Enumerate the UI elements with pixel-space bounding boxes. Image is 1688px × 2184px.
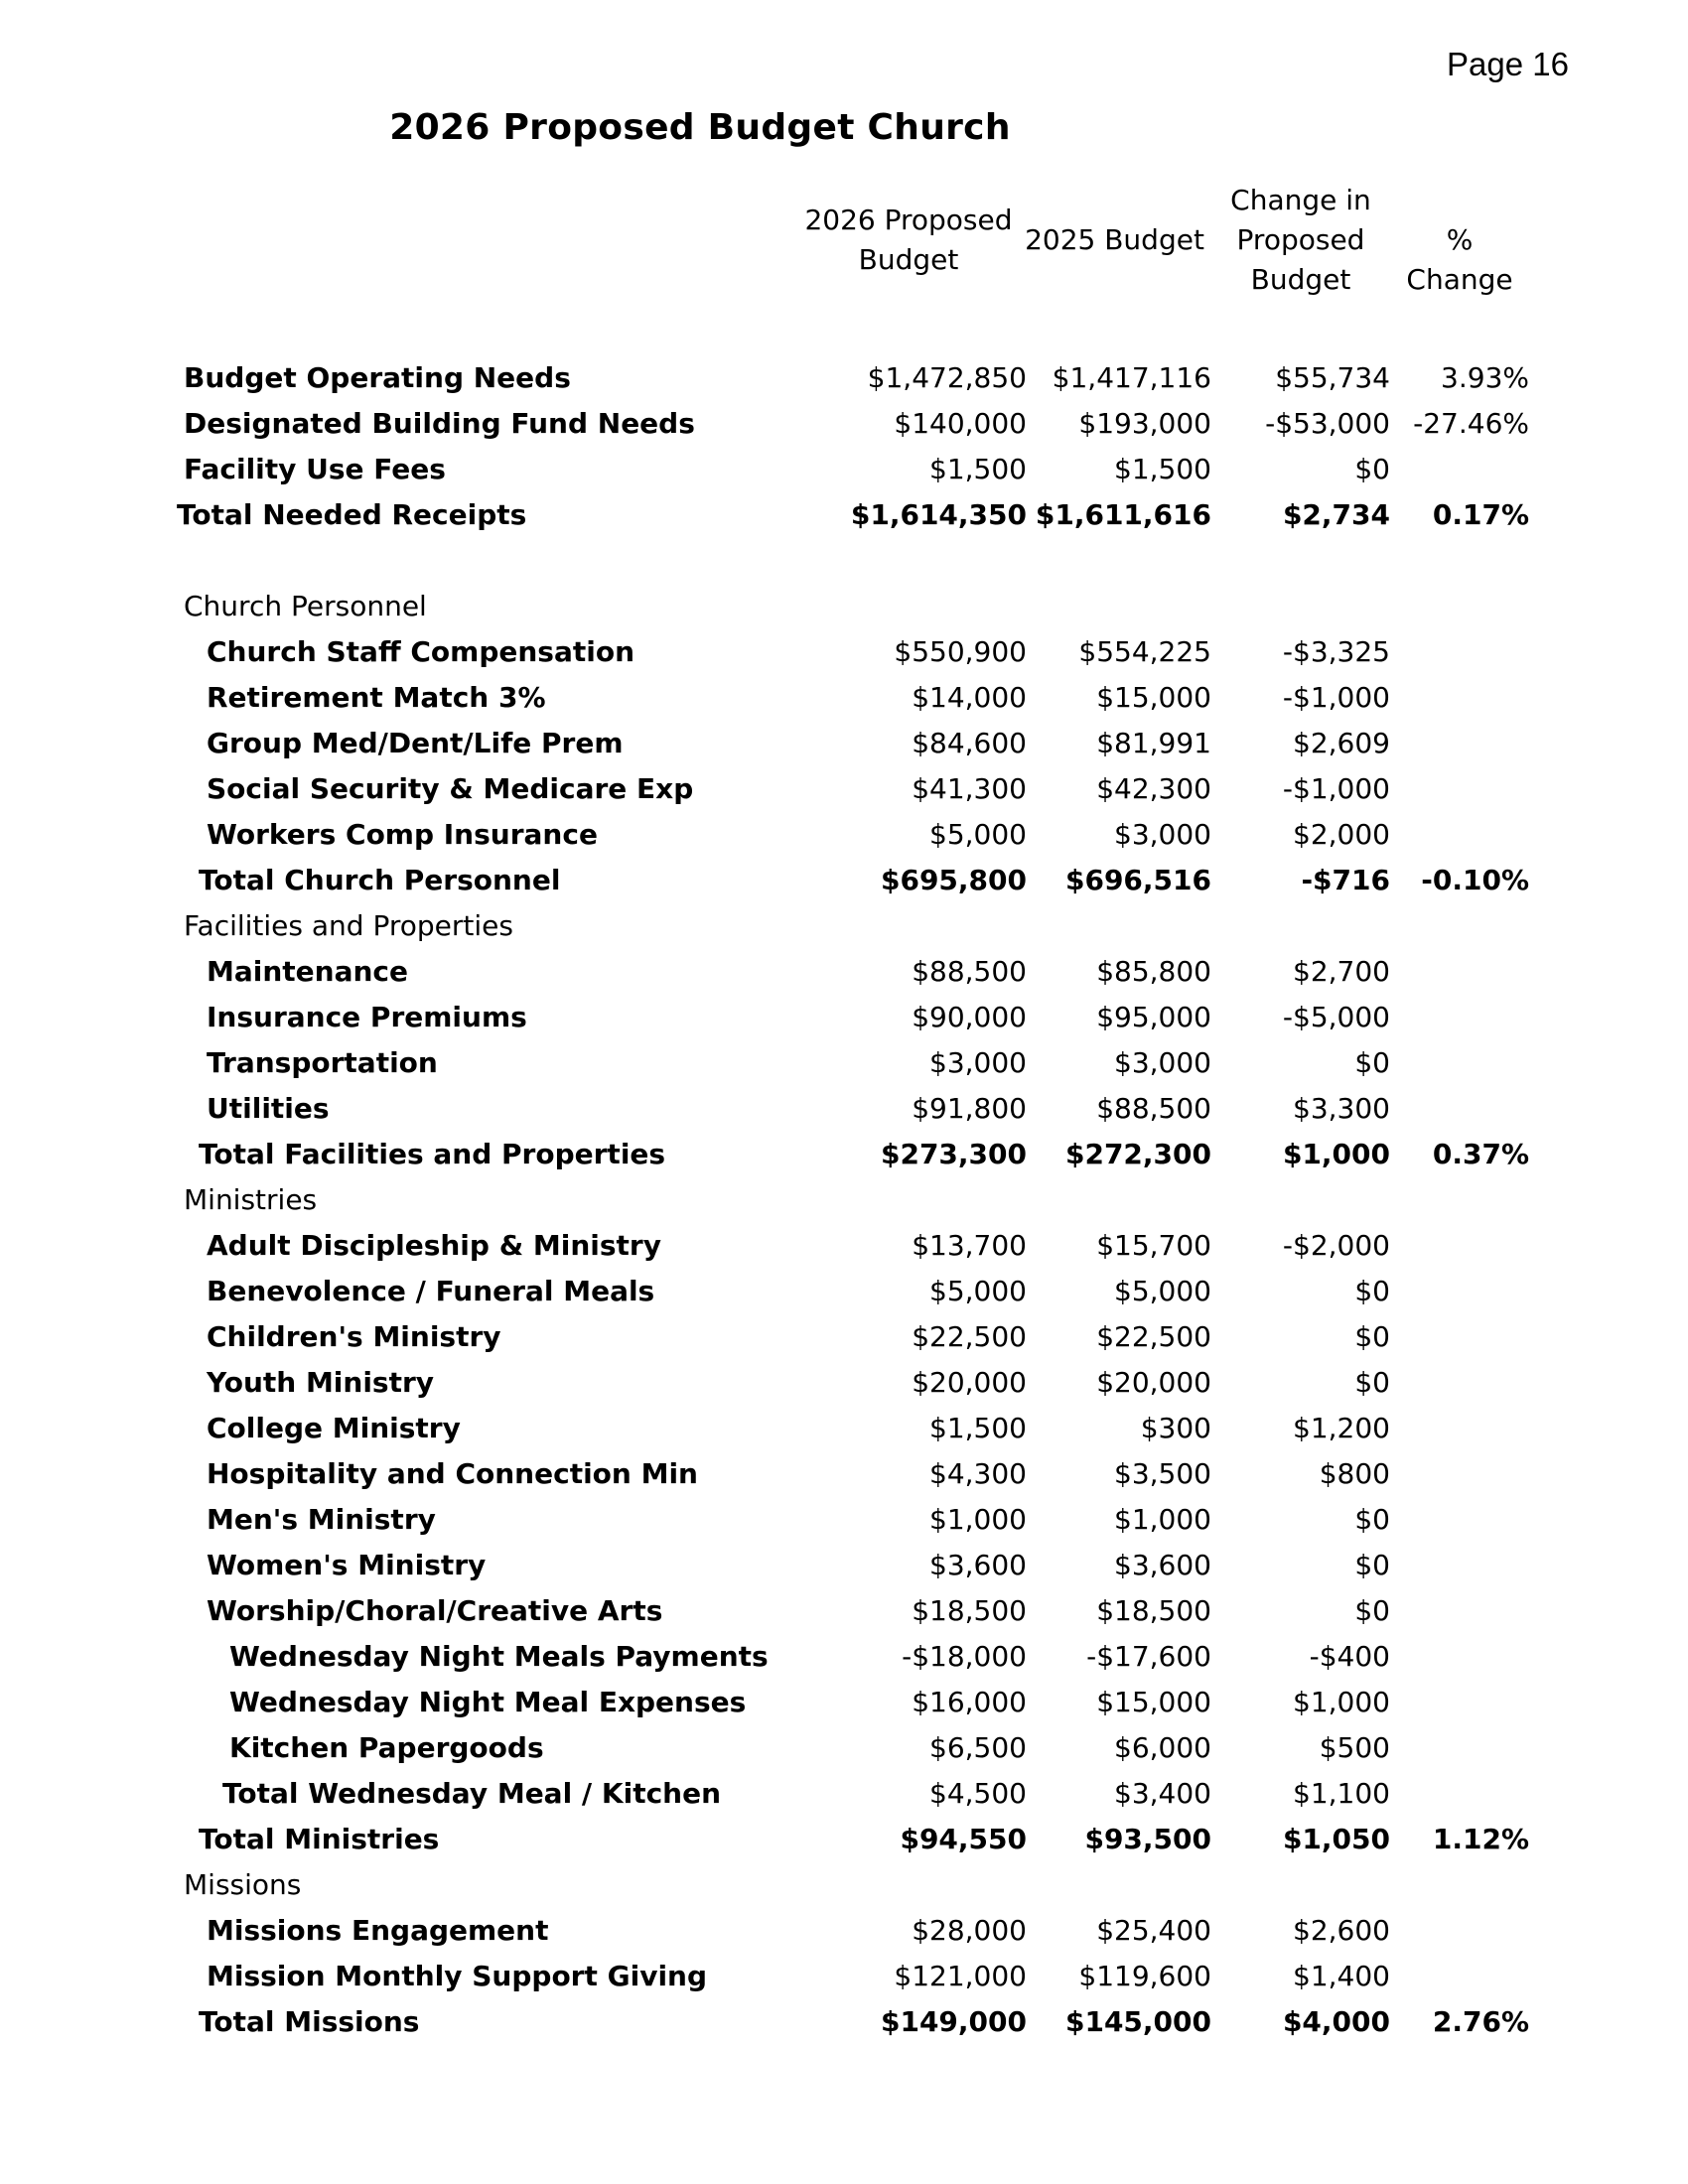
column-header-pct-change (1390, 220, 1529, 300)
cell-2025-budget: $554,225 (1078, 635, 1211, 668)
cell-change: $0 (1354, 1549, 1390, 1581)
table-row (0, 1314, 1688, 1360)
cell-2026-proposed: $28,000 (912, 1914, 1027, 1947)
cell-change: -$5,000 (1282, 1001, 1390, 1033)
cell-change: $0 (1354, 1320, 1390, 1353)
cell-change: $4,000 (1282, 2005, 1390, 2038)
section-header-ministries (0, 1177, 1688, 1223)
cell-change: $0 (1354, 1275, 1390, 1307)
cell-change: -$716 (1301, 864, 1390, 896)
row-label: Total Missions (199, 2005, 420, 2038)
cell-2025-budget: $3,000 (1114, 1046, 1211, 1079)
cell-change: -$1,000 (1282, 681, 1390, 714)
cell-2025-budget: $1,611,616 (1035, 498, 1211, 531)
cell-2025-budget: $15,000 (1096, 1686, 1211, 1718)
cell-2025-budget: -$17,600 (1086, 1640, 1211, 1673)
cell-change: -$400 (1309, 1640, 1390, 1673)
table-row (0, 1086, 1688, 1132)
cell-2026-proposed: $140,000 (894, 407, 1027, 440)
cell-change: $3,300 (1293, 1092, 1390, 1125)
cell-pct-change: 0.37% (1432, 1138, 1529, 1170)
row-label: Wednesday Night Meal Expenses (229, 1686, 747, 1718)
table-row (0, 1223, 1688, 1269)
row-label: Benevolence / Funeral Meals (207, 1275, 655, 1307)
table-row-total-needed-receipts (0, 492, 1688, 538)
cell-2026-proposed: $20,000 (912, 1366, 1027, 1399)
cell-change: $0 (1354, 1046, 1390, 1079)
table-row-designated-building-fund (0, 401, 1688, 447)
cell-2026-proposed: $4,500 (929, 1777, 1027, 1810)
page-title-text: 2026 Proposed Budget Church (389, 107, 1011, 148)
cell-2026-proposed: $1,500 (929, 453, 1027, 485)
table-row (0, 995, 1688, 1040)
section-header-church-personnel (0, 584, 1688, 629)
cell-2026-proposed: $18,500 (912, 1594, 1027, 1627)
table-row (0, 675, 1688, 721)
section-header-facilities (0, 903, 1688, 949)
table-row (0, 1497, 1688, 1543)
cell-change: -$2,000 (1282, 1229, 1390, 1262)
cell-change: -$1,000 (1282, 772, 1390, 805)
table-row (0, 1360, 1688, 1406)
cell-change: $1,200 (1293, 1412, 1390, 1444)
cell-2026-proposed: $41,300 (912, 772, 1027, 805)
row-label: Total Wednesday Meal / Kitchen (222, 1777, 722, 1810)
section-header-missions (0, 1862, 1688, 1908)
column-header-line: Change in (1230, 184, 1371, 216)
row-label: Men's Ministry (207, 1503, 436, 1536)
row-label: Total Ministries (199, 1823, 440, 1855)
table-row (0, 766, 1688, 812)
row-label: Retirement Match 3% (207, 681, 546, 714)
cell-pct-change: 1.12% (1432, 1823, 1529, 1855)
cell-2026-proposed: $4,300 (929, 1457, 1027, 1490)
row-label: Worship/Choral/Creative Arts (207, 1594, 663, 1627)
cell-2025-budget: $88,500 (1096, 1092, 1211, 1125)
table-row (0, 949, 1688, 995)
row-label: Church Staff Compensation (207, 635, 635, 668)
table-row (0, 1543, 1688, 1588)
row-label: Group Med/Dent/Life Prem (207, 727, 624, 759)
cell-change: $2,600 (1293, 1914, 1390, 1947)
table-row (0, 629, 1688, 675)
column-header-line: Proposed (1236, 223, 1365, 256)
cell-pct-change: 3.93% (1441, 361, 1529, 394)
row-label: Maintenance (207, 955, 409, 988)
cell-change: $2,000 (1293, 818, 1390, 851)
column-header-line: Budget (858, 243, 959, 276)
row-label: Missions Engagement (207, 1914, 549, 1947)
row-label: Utilities (207, 1092, 330, 1125)
cell-2025-budget: $3,400 (1114, 1777, 1211, 1810)
cell-2025-budget: $1,500 (1114, 453, 1211, 485)
row-label: Kitchen Papergoods (229, 1731, 544, 1764)
cell-change: $800 (1319, 1457, 1390, 1490)
cell-2026-proposed: $22,500 (912, 1320, 1027, 1353)
cell-2026-proposed: $1,614,350 (850, 498, 1027, 531)
cell-2025-budget: $1,417,116 (1052, 361, 1211, 394)
table-row (0, 721, 1688, 766)
cell-2025-budget: $95,000 (1096, 1001, 1211, 1033)
table-row (0, 1954, 1688, 1999)
cell-change: $2,609 (1293, 727, 1390, 759)
cell-2026-proposed: $1,000 (929, 1503, 1027, 1536)
row-label: Mission Monthly Support Giving (207, 1960, 708, 1992)
cell-2026-proposed: $695,800 (880, 864, 1027, 896)
cell-2025-budget: $25,400 (1096, 1914, 1211, 1947)
cell-change: $1,000 (1293, 1686, 1390, 1718)
cell-2025-budget: $300 (1140, 1412, 1211, 1444)
table-row-total-facilities (0, 1132, 1688, 1177)
cell-2026-proposed: $121,000 (894, 1960, 1027, 1992)
cell-2025-budget: $3,000 (1114, 818, 1211, 851)
table-row (0, 1040, 1688, 1086)
table-row (0, 1680, 1688, 1725)
row-label: Adult Discipleship & Ministry (207, 1229, 661, 1262)
page-title (0, 107, 1688, 148)
cell-2025-budget: $15,700 (1096, 1229, 1211, 1262)
table-row (0, 1406, 1688, 1451)
cell-2025-budget: $93,500 (1084, 1823, 1211, 1855)
cell-change: $0 (1354, 1594, 1390, 1627)
table-row (0, 1725, 1688, 1771)
cell-2025-budget: $42,300 (1096, 772, 1211, 805)
row-label: Facilities and Properties (184, 909, 513, 942)
row-label: Children's Ministry (207, 1320, 501, 1353)
cell-change: -$3,325 (1282, 635, 1390, 668)
page-number: Page 16 (1447, 46, 1569, 82)
column-header-2025-budget (1023, 220, 1206, 260)
cell-change: $2,734 (1282, 498, 1390, 531)
table-row-total-wednesday-meal (0, 1771, 1688, 1817)
cell-pct-change: 2.76% (1432, 2005, 1529, 2038)
cell-2025-budget: $119,600 (1078, 1960, 1211, 1992)
table-row-budget-operating-needs (0, 355, 1688, 401)
cell-2025-budget: $1,000 (1114, 1503, 1211, 1536)
cell-2026-proposed: $90,000 (912, 1001, 1027, 1033)
table-row (0, 812, 1688, 858)
cell-2025-budget: $696,516 (1064, 864, 1211, 896)
column-header-change (1206, 181, 1395, 300)
cell-2025-budget: $5,000 (1114, 1275, 1211, 1307)
cell-change: $1,000 (1282, 1138, 1390, 1170)
cell-2025-budget: $18,500 (1096, 1594, 1211, 1627)
cell-pct-change: 0.17% (1432, 498, 1529, 531)
cell-2026-proposed: $273,300 (880, 1138, 1027, 1170)
cell-2025-budget: $145,000 (1064, 2005, 1211, 2038)
table-row-total-church-personnel (0, 858, 1688, 903)
column-header-line: 2026 Proposed (804, 204, 1013, 236)
row-label: Church Personnel (184, 590, 427, 622)
row-label: Social Security & Medicare Exp (207, 772, 694, 805)
cell-change: -$53,000 (1265, 407, 1390, 440)
row-label: Transportation (207, 1046, 438, 1079)
cell-2025-budget: $20,000 (1096, 1366, 1211, 1399)
cell-change: $0 (1354, 453, 1390, 485)
cell-2026-proposed: $84,600 (912, 727, 1027, 759)
row-label: Budget Operating Needs (184, 361, 571, 394)
cell-2026-proposed: $94,550 (900, 1823, 1027, 1855)
cell-2026-proposed: $13,700 (912, 1229, 1027, 1262)
cell-2025-budget: $193,000 (1078, 407, 1211, 440)
row-label: Facility Use Fees (184, 453, 446, 485)
cell-change: $0 (1354, 1366, 1390, 1399)
cell-2026-proposed: $1,472,850 (867, 361, 1027, 394)
table-row-total-missions (0, 1999, 1688, 2045)
cell-2026-proposed: $3,600 (929, 1549, 1027, 1581)
row-label: Missions (184, 1868, 302, 1901)
table-row (0, 1269, 1688, 1314)
cell-change: $55,734 (1275, 361, 1390, 394)
cell-2025-budget: $22,500 (1096, 1320, 1211, 1353)
row-label: College Ministry (207, 1412, 461, 1444)
row-label: Women's Ministry (207, 1549, 487, 1581)
table-row (0, 1908, 1688, 1954)
cell-pct-change: -27.46% (1413, 407, 1529, 440)
row-label: Wednesday Night Meals Payments (229, 1640, 769, 1673)
cell-2025-budget: $3,600 (1114, 1549, 1211, 1581)
row-label: Insurance Premiums (207, 1001, 527, 1033)
cell-change: $1,050 (1282, 1823, 1390, 1855)
cell-2025-budget: $3,500 (1114, 1457, 1211, 1490)
cell-change: $2,700 (1293, 955, 1390, 988)
cell-2026-proposed: $149,000 (880, 2005, 1027, 2038)
column-header-line: 2025 Budget (1025, 223, 1204, 256)
row-label: Total Needed Receipts (177, 498, 527, 531)
cell-change: $500 (1319, 1731, 1390, 1764)
table-row (0, 1634, 1688, 1680)
cell-2025-budget: $81,991 (1096, 727, 1211, 759)
cell-change: $0 (1354, 1503, 1390, 1536)
cell-2026-proposed: $5,000 (929, 818, 1027, 851)
table-row-facility-use-fees (0, 447, 1688, 492)
cell-2026-proposed: $88,500 (912, 955, 1027, 988)
cell-2026-proposed: $14,000 (912, 681, 1027, 714)
table-row (0, 1588, 1688, 1634)
table-row (0, 1451, 1688, 1497)
row-label: Total Facilities and Properties (199, 1138, 666, 1170)
column-header-2026-proposed (794, 201, 1023, 280)
cell-pct-change: -0.10% (1421, 864, 1529, 896)
row-label: Youth Ministry (207, 1366, 435, 1399)
row-label: Total Church Personnel (199, 864, 561, 896)
cell-2026-proposed: $91,800 (912, 1092, 1027, 1125)
cell-2026-proposed: $1,500 (929, 1412, 1027, 1444)
cell-2026-proposed: $3,000 (929, 1046, 1027, 1079)
cell-change: $1,400 (1293, 1960, 1390, 1992)
cell-2026-proposed: -$18,000 (902, 1640, 1027, 1673)
cell-2025-budget: $272,300 (1064, 1138, 1211, 1170)
cell-2026-proposed: $5,000 (929, 1275, 1027, 1307)
row-label: Hospitality and Connection Min (207, 1457, 698, 1490)
row-label: Designated Building Fund Needs (184, 407, 695, 440)
column-header-line: % Change (1406, 223, 1513, 296)
cell-2025-budget: $15,000 (1096, 681, 1211, 714)
row-label: Ministries (184, 1183, 318, 1216)
table-row-total-ministries (0, 1817, 1688, 1862)
cell-2026-proposed: $6,500 (929, 1731, 1027, 1764)
row-label: Workers Comp Insurance (207, 818, 598, 851)
cell-2026-proposed: $550,900 (894, 635, 1027, 668)
cell-2025-budget: $85,800 (1096, 955, 1211, 988)
cell-2025-budget: $6,000 (1114, 1731, 1211, 1764)
cell-change: $1,100 (1293, 1777, 1390, 1810)
column-header-line: Budget (1250, 263, 1351, 296)
cell-2026-proposed: $16,000 (912, 1686, 1027, 1718)
